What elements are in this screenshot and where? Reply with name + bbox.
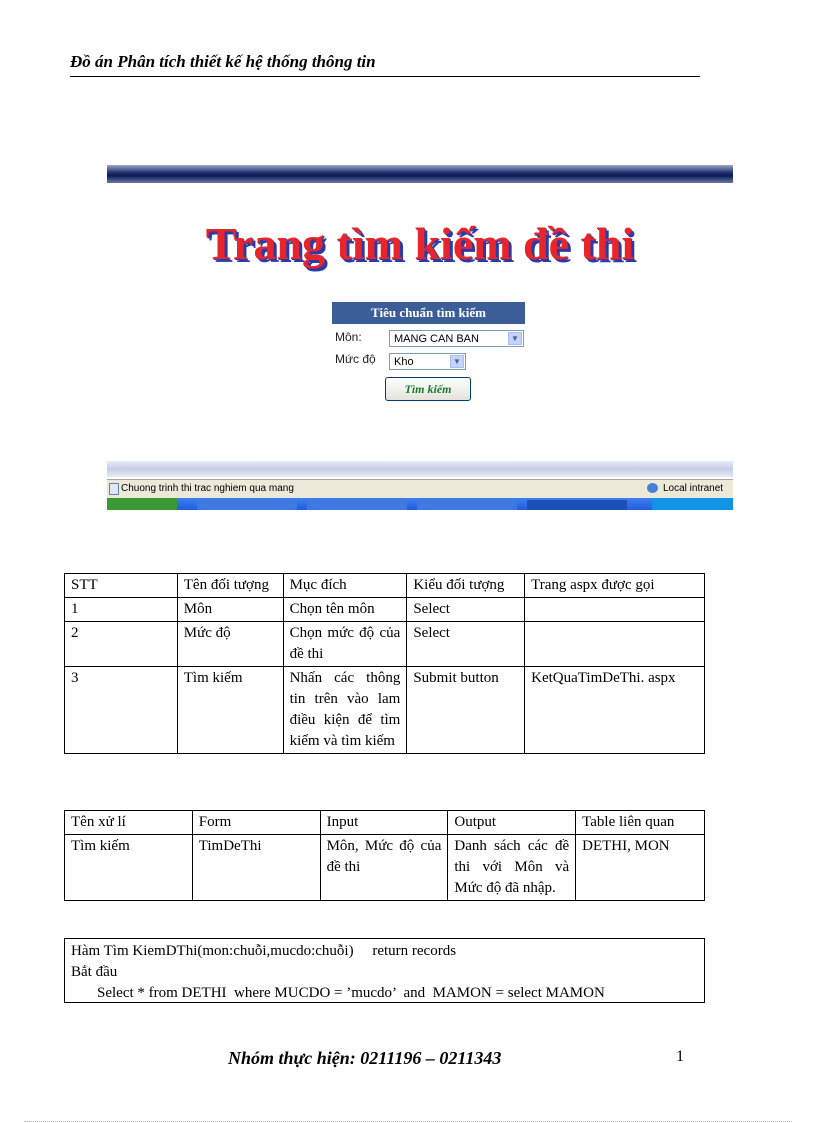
header-cell: Tên xử lí bbox=[65, 811, 193, 835]
subject-label: Môn: bbox=[335, 330, 362, 344]
table-header-row bbox=[65, 574, 705, 598]
taskbar-item[interactable] bbox=[527, 500, 627, 510]
criteria-header: Tiêu chuẩn tìm kiếm bbox=[332, 302, 525, 324]
level-select[interactable] bbox=[389, 353, 466, 370]
function-query: Select * from DETHI where MUCDO = ’mucdo’ and MAMON = select MAMON bbox=[97, 985, 605, 1001]
chevron-down-icon[interactable]: ▼ bbox=[450, 355, 464, 368]
taskbar-item[interactable] bbox=[197, 500, 297, 510]
table-cell: 2 bbox=[65, 622, 178, 667]
level-label: Mức độ bbox=[335, 352, 376, 366]
search-page-title: Trang tìm kiếm đề thi bbox=[205, 218, 635, 269]
function-signature: Hàm Tìm KiemDThi(mon:chuỗi,mucdo:chuỗi) return records bbox=[71, 943, 457, 959]
table-cell bbox=[525, 598, 705, 622]
header-cell: Trang aspx được gọi bbox=[525, 574, 705, 598]
header-cell: Form bbox=[192, 811, 320, 835]
page-icon bbox=[109, 483, 119, 495]
header-cell: Kiểu đối tượng bbox=[407, 574, 525, 598]
objects-table bbox=[64, 573, 705, 754]
table-cell: Mức độ bbox=[177, 622, 283, 667]
table-cell: Tìm kiếm bbox=[177, 667, 283, 754]
table-row bbox=[65, 598, 705, 622]
table-cell: TimDeThi bbox=[192, 835, 320, 901]
table-cell: Submit button bbox=[407, 667, 525, 754]
table-cell: KetQuaTimDeThi. aspx bbox=[525, 667, 705, 754]
status-text: Chuong trinh thi trac nghiem qua mang bbox=[121, 483, 294, 494]
table-cell bbox=[525, 622, 705, 667]
footer-group: Nhóm thực hiện: 0211196 – 0211343 bbox=[228, 1048, 502, 1068]
table-cell: Select bbox=[407, 598, 525, 622]
table-row bbox=[65, 622, 705, 667]
chevron-down-icon[interactable]: ▼ bbox=[508, 332, 522, 345]
function-begin: Bắt đầu bbox=[71, 964, 118, 980]
table-cell: 1 bbox=[65, 598, 178, 622]
browser-top-bar bbox=[107, 165, 733, 183]
table-header-row bbox=[65, 811, 705, 835]
table-cell: Tìm kiếm bbox=[65, 835, 193, 901]
embedded-screenshot bbox=[107, 165, 733, 510]
subject-select-value: MANG CAN BAN bbox=[394, 333, 479, 345]
subject-select[interactable] bbox=[389, 330, 524, 347]
table-cell: Nhấn các thông tin trên vào lam điều kiện để tìm kiếm và tìm kiếm bbox=[283, 667, 407, 754]
zone-text: Local intranet bbox=[663, 483, 724, 494]
table-cell: 3 bbox=[65, 667, 178, 754]
table-row bbox=[65, 835, 705, 901]
function-box bbox=[64, 938, 705, 1003]
page-number: 1 bbox=[676, 1048, 684, 1065]
taskbar-item[interactable] bbox=[417, 500, 517, 510]
table-cell: Chọn mức độ của đề thi bbox=[283, 622, 407, 667]
globe-icon bbox=[647, 483, 658, 493]
table-cell: Chọn tên môn bbox=[283, 598, 407, 622]
header-cell: Input bbox=[320, 811, 448, 835]
table-cell: Select bbox=[407, 622, 525, 667]
header-cell: Table liên quan bbox=[576, 811, 705, 835]
header-cell: Tên đối tượng bbox=[177, 574, 283, 598]
process-table bbox=[64, 810, 705, 901]
taskbar bbox=[107, 498, 733, 510]
start-button[interactable] bbox=[107, 498, 177, 510]
level-select-value: Kho bbox=[394, 356, 414, 368]
taskbar-item[interactable] bbox=[307, 500, 407, 510]
table-row bbox=[65, 667, 705, 754]
browser-status-bar bbox=[107, 479, 733, 498]
document-header: Đồ án Phân tích thiết kế hệ thống thông tin bbox=[70, 52, 700, 77]
system-tray bbox=[652, 498, 733, 510]
header-cell: STT bbox=[65, 574, 178, 598]
header-cell: Output bbox=[448, 811, 576, 835]
table-cell: DETHI, MON bbox=[576, 835, 705, 901]
table-cell: Danh sách các đề thi với Môn và Mức độ đã nhập. bbox=[448, 835, 576, 901]
table-cell: Môn bbox=[177, 598, 283, 622]
horizontal-scrollbar[interactable] bbox=[107, 461, 733, 477]
bottom-divider bbox=[24, 1121, 792, 1122]
search-button[interactable]: Tìm kiếm bbox=[385, 377, 471, 401]
header-cell: Mục đích bbox=[283, 574, 407, 598]
table-cell: Môn, Mức độ của đề thi bbox=[320, 835, 448, 901]
